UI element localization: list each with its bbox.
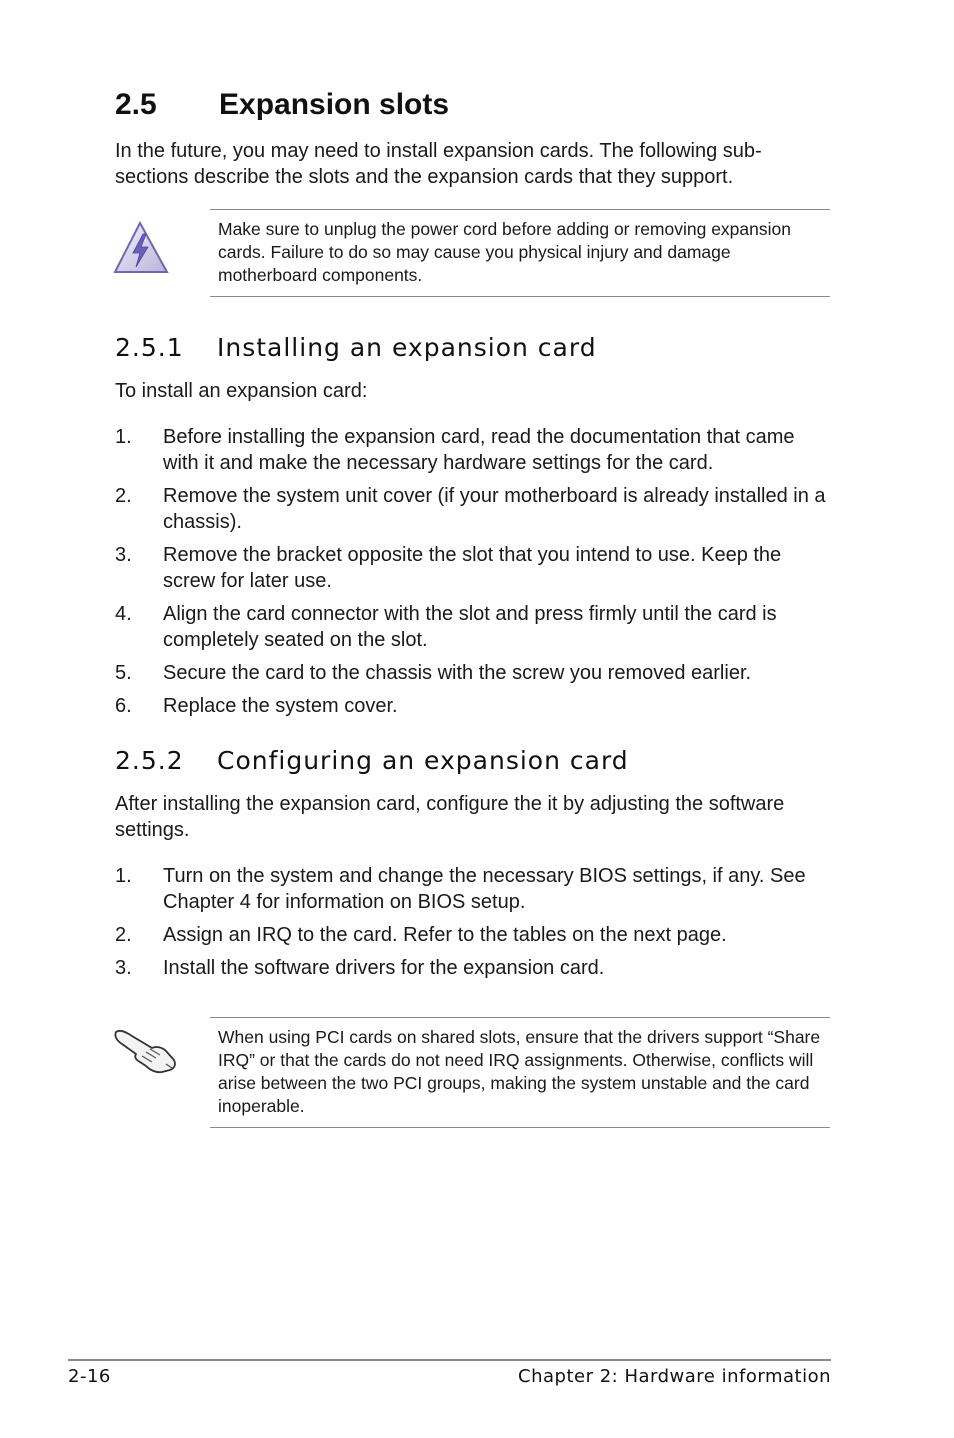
list-item — [115, 424, 835, 476]
note-callout: When using PCI cards on shared slots, ensure that the drivers support “Share IRQ” or that the cards do not need IRQ assignments. Otherwise, conflicts will arise between the two PCI groups, making the system unstable and the card inoperable. — [210, 1017, 830, 1128]
list-item — [115, 955, 835, 981]
pointing-hand-icon — [112, 1024, 180, 1081]
step-number: 2. — [115, 924, 132, 946]
list-item — [115, 601, 835, 653]
step-number: 4. — [115, 603, 132, 625]
list-item — [115, 863, 835, 915]
section-title — [115, 88, 449, 122]
list-item — [115, 542, 835, 594]
configure-lead: After installing the expansion card, configure the it by adjusting the software settings. — [115, 793, 785, 841]
warning-callout: Make sure to unplug the power cord before adding or removing expansion cards. Failure to do so may cause you physical injury and damage motherboard components. — [210, 209, 830, 297]
step-number: 6. — [115, 695, 132, 717]
step-text: Install the software drivers for the expansion card. — [163, 957, 605, 979]
warning-triangle-lightning-icon — [112, 220, 170, 281]
step-text: Remove the bracket opposite the slot that you intend to use. Keep the screw for later use. — [163, 544, 782, 592]
subsection-title: Installing an expansion card — [217, 333, 597, 362]
subsection-heading-configure — [115, 746, 629, 775]
step-text: Remove the system unit cover (if your motherboard is already installed in a chassis). — [163, 485, 826, 533]
list-item — [115, 483, 835, 535]
step-text: Replace the system cover. — [163, 695, 398, 717]
step-number: 1. — [115, 426, 132, 448]
page-number: 2-16 — [68, 1366, 111, 1387]
list-item — [115, 922, 835, 948]
step-number: 3. — [115, 957, 132, 979]
install-lead: To install an expansion card: — [115, 380, 368, 402]
configure-steps-list — [115, 863, 835, 988]
step-text: Secure the card to the chassis with the screw you removed earlier. — [163, 662, 752, 684]
step-number: 1. — [115, 865, 132, 887]
step-text: Align the card connector with the slot and press firmly until the card is completely seated on the slot. — [163, 603, 777, 651]
subsection-number: 2.5.1 — [115, 333, 184, 362]
step-text: Assign an IRQ to the card. Refer to the tables on the next page. — [163, 924, 727, 946]
section-title-text: Expansion slots — [219, 88, 450, 121]
step-number: 3. — [115, 544, 132, 566]
chapter-title: Chapter 2: Hardware information — [518, 1366, 831, 1387]
subsection-title: Configuring an expansion card — [217, 746, 629, 775]
subsection-number: 2.5.2 — [115, 746, 184, 775]
subsection-heading-install — [115, 333, 597, 362]
step-number: 5. — [115, 662, 132, 684]
install-steps-list — [115, 424, 835, 726]
section-number: 2.5 — [115, 88, 157, 121]
footer-divider — [68, 1359, 831, 1361]
intro-paragraph: In the future, you may need to install expansion cards. The following sub-sections describe the slots and the expansion cards that they support. — [115, 140, 762, 188]
step-text: Before installing the expansion card, read the documentation that came with it and make the necessary hardware settings for the card. — [163, 426, 795, 474]
step-number: 2. — [115, 485, 132, 507]
step-text: Turn on the system and change the necessary BIOS settings, if any. See Chapter 4 for information on BIOS setup. — [163, 865, 806, 913]
list-item — [115, 660, 835, 686]
list-item — [115, 693, 835, 719]
